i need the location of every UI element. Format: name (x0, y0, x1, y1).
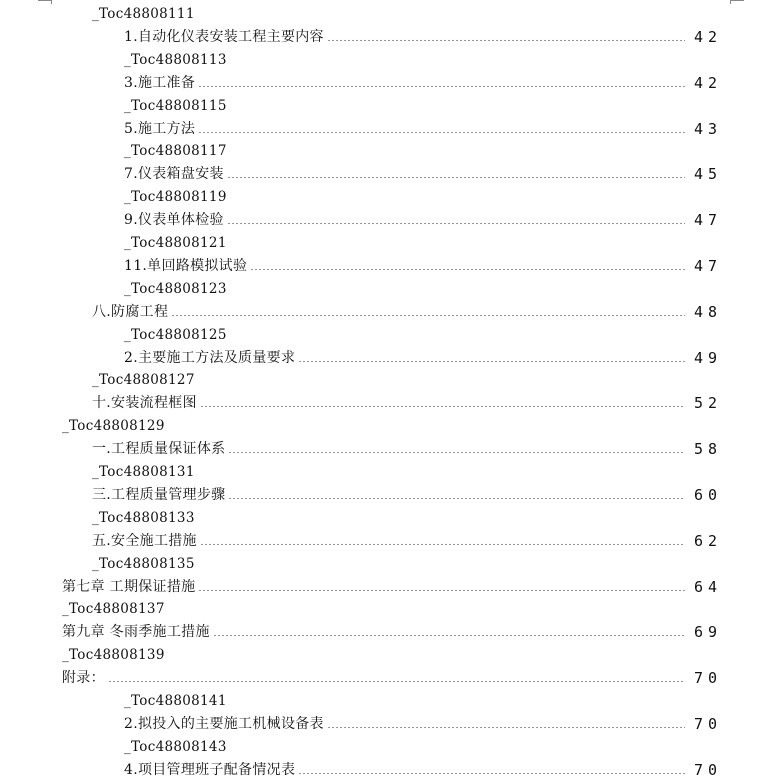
toc-page-number: 70 (693, 760, 722, 779)
toc-bookmark (92, 550, 195, 572)
toc-entry[interactable] (124, 710, 722, 732)
toc-page-number: 49 (693, 348, 722, 367)
toc-page-number: 42 (693, 27, 722, 46)
toc-entry-label: 第九章 冬雨季施工措施 (62, 624, 210, 641)
toc-entry[interactable] (124, 23, 722, 45)
dot-leader (327, 726, 685, 729)
bookmark-text: _Toc48808137 (62, 601, 165, 618)
toc-page-number: 58 (693, 440, 722, 459)
dot-leader (198, 589, 685, 592)
toc-entry-label: 第七章 工期保证措施 (62, 578, 196, 595)
bookmark-text: _Toc48808133 (92, 509, 195, 526)
toc-bookmark (124, 229, 227, 251)
dot-leader (298, 772, 685, 775)
toc-entry[interactable] (92, 389, 722, 411)
toc-bookmark (92, 0, 195, 22)
bookmark-text: _Toc48808143 (124, 738, 227, 755)
toc-entry[interactable] (62, 664, 722, 686)
crop-mark-top-left (38, 0, 52, 4)
toc-entry-label: 11.单回路模拟试验 (124, 257, 248, 274)
toc-bookmark (124, 137, 227, 159)
toc-bookmark (124, 321, 227, 343)
toc-bookmark (124, 733, 227, 755)
toc-page-number: 60 (693, 485, 722, 504)
toc-page-number: 43 (693, 119, 722, 138)
dot-leader (227, 176, 685, 179)
toc-page-number: 48 (693, 302, 722, 321)
toc-entry-label: 3.施工准备 (124, 74, 196, 91)
bookmark-text: _Toc48808119 (124, 189, 227, 206)
toc-page-number: 70 (693, 669, 722, 688)
toc-page-number: 42 (693, 73, 722, 92)
bookmark-text: _Toc48808139 (62, 647, 165, 664)
toc-entry[interactable] (124, 206, 722, 228)
toc-entry-label: 2.拟投入的主要施工机械设备表 (124, 715, 324, 732)
toc-bookmark (124, 687, 227, 709)
toc-bookmark (92, 458, 195, 480)
toc-page-number: 47 (693, 211, 722, 230)
dot-leader (250, 268, 685, 271)
bookmark-text: _Toc48808123 (124, 280, 227, 297)
dot-leader (200, 543, 685, 546)
bookmark-text: _Toc48808131 (92, 464, 195, 480)
toc-bookmark (124, 183, 227, 205)
toc-bookmark (124, 46, 227, 68)
toc-entry[interactable] (124, 115, 722, 137)
toc-entry-label: 4.项目管理班子配备情况表 (124, 761, 296, 778)
toc-bookmark (62, 412, 165, 434)
toc-entry-label: 9.仪表单体检验 (124, 212, 224, 229)
toc-page-number: 62 (693, 531, 722, 550)
bookmark-text: _Toc48808115 (124, 97, 227, 114)
toc-entry-label: 2.主要施工方法及质量要求 (124, 349, 296, 366)
toc-page-number: 47 (693, 256, 722, 275)
toc-entry-label: 一.工程质量保证体系 (92, 441, 226, 458)
bookmark-text: _Toc48808127 (92, 372, 195, 389)
dot-leader (171, 314, 685, 317)
bookmark-text: _Toc48808129 (62, 418, 165, 435)
toc-entry-label: 附录： (62, 670, 105, 687)
toc-page-number: 70 (693, 714, 722, 733)
toc-entry[interactable] (92, 298, 722, 320)
toc-entry[interactable] (124, 160, 722, 182)
toc-entry[interactable] (62, 618, 722, 640)
toc-entry-label: 三.工程质量管理步骤 (92, 486, 226, 503)
toc-entry-label: 1.自动化仪表安装工程主要内容 (124, 28, 324, 45)
toc-bookmark (124, 92, 227, 114)
toc-entry[interactable] (124, 69, 722, 91)
toc-entry-label: 八.防腐工程 (92, 303, 169, 320)
toc-entry[interactable] (124, 344, 722, 366)
toc-entry[interactable] (62, 573, 722, 595)
dot-leader (228, 451, 685, 454)
toc-entry[interactable] (92, 435, 722, 457)
toc-entry[interactable] (92, 481, 722, 503)
dot-leader (228, 497, 685, 500)
toc-page-number: 52 (693, 394, 722, 413)
bookmark-text: _Toc48808111 (92, 6, 195, 22)
toc-bookmark (62, 641, 165, 663)
dot-leader (198, 85, 685, 88)
bookmark-text: _Toc48808141 (124, 693, 227, 709)
toc-bookmark (62, 595, 165, 617)
dot-leader (108, 680, 685, 683)
dot-leader (227, 222, 685, 225)
dot-leader (327, 39, 685, 42)
toc-entry-label: 5.施工方法 (124, 120, 196, 137)
dot-leader (198, 131, 685, 134)
bookmark-text: _Toc48808113 (124, 51, 227, 68)
toc-entry-label: 7.仪表箱盘安装 (124, 166, 224, 183)
toc-bookmark (92, 504, 195, 526)
toc-entry[interactable] (92, 527, 722, 549)
toc-page-number: 69 (693, 623, 722, 642)
bookmark-text: _Toc48808117 (124, 143, 227, 160)
crop-mark-top-right (730, 0, 744, 4)
toc-entry-label: 十.安装流程框图 (92, 395, 197, 412)
toc-bookmark (92, 366, 195, 388)
bookmark-text: _Toc48808125 (124, 326, 227, 343)
toc-entry[interactable] (124, 756, 722, 778)
dot-leader (200, 405, 685, 408)
toc-bookmark (124, 275, 227, 297)
toc-page-number: 64 (693, 577, 722, 596)
bookmark-text: _Toc48808121 (124, 235, 227, 251)
toc-page-number: 45 (693, 165, 722, 184)
toc-entry[interactable] (124, 252, 722, 274)
toc-entry-label: 五.安全施工措施 (92, 532, 197, 549)
dot-leader (298, 360, 685, 363)
dot-leader (213, 634, 685, 637)
bookmark-text: _Toc48808135 (92, 555, 195, 572)
